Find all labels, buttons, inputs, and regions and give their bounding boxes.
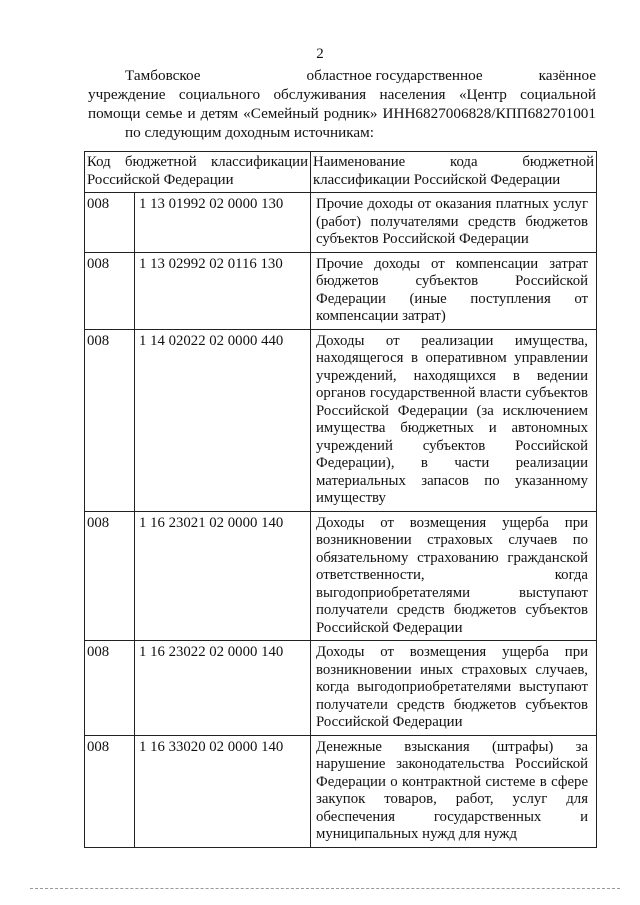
row-admin-code: 008 [85, 735, 135, 847]
row-name: Доходы от возмещения ущерба при возникновении страховых случаев по обязательному страхованию гражданской ответственности, когда выгодоприобретателями выступают получатели средств бюджетов субъектов Российской Федерации [311, 511, 597, 641]
row-admin-code: 008 [85, 252, 135, 329]
footer-scan-line [30, 888, 620, 891]
table-row [85, 641, 597, 736]
budget-classification-table [84, 151, 597, 848]
table-row [85, 329, 597, 511]
intro-word-regional-state: областное государственное [306, 67, 483, 84]
row-classification-code: 1 16 23022 02 0000 140 [135, 641, 311, 736]
row-admin-code: 008 [85, 193, 135, 253]
row-name: Доходы от реализации имущества, находящегося в оперативном управлении учреждений, находящихся в ведении органов государственной власти субъектов Российской Федерации (за исключением имущества бюджетных и автономных учреждений субъектов Российской Федерации), в части реализации материальных запасов по указанному имуществу [311, 329, 597, 511]
row-classification-code: 1 13 02992 02 0116 130 [135, 252, 311, 329]
row-admin-code: 008 [85, 511, 135, 641]
row-name: Денежные взыскания (штрафы) за нарушение законодательства Российской Федерации о контрактной системе в сфере закупок товаров, работ, услуг для обеспечения государственных и муниципальных нужд для нужд [311, 735, 597, 847]
table-row [85, 511, 597, 641]
intro-word-region: Тамбовское [125, 67, 201, 84]
header-name: Наименование кода бюджетной классификации Российской Федерации [311, 152, 597, 193]
intro-word-treasury: казённое [538, 67, 596, 84]
page-number: 2 [316, 46, 324, 62]
row-classification-code: 1 14 02022 02 0000 440 [135, 329, 311, 511]
header-code: Код бюджетной классификации Российской Федерации [85, 152, 311, 193]
row-classification-code: 1 13 01992 02 0000 130 [135, 193, 311, 253]
intro-line-3: помощи семье и детям «Семейный родник» ИНН6827006828/КПП682701001 [88, 105, 596, 122]
row-name: Прочие доходы от компенсации затрат бюджетов субъектов Российской Федерации (иные поступления от компенсации затрат) [311, 252, 597, 329]
row-classification-code: 1 16 33020 02 0000 140 [135, 735, 311, 847]
table-row [85, 735, 597, 847]
row-name: Доходы от возмещения ущерба при возникновении иных страховых случаев, когда выгодоприобретателями выступают получатели средств бюджетов субъектов Российской Федерации [311, 641, 597, 736]
row-classification-code: 1 16 23021 02 0000 140 [135, 511, 311, 641]
intro-line-1 [88, 66, 596, 85]
intro-line-2: учреждение социального обслуживания населения «Центр социальной [88, 86, 596, 103]
intro-line-4: по следующим доходным источникам: [125, 124, 374, 141]
row-admin-code: 008 [85, 329, 135, 511]
row-name: Прочие доходы от оказания платных услуг (работ) получателями средств бюджетов субъектов Российской Федерации [311, 193, 597, 253]
intro-paragraph [88, 66, 596, 142]
table-header-row [85, 152, 597, 193]
row-admin-code: 008 [85, 641, 135, 736]
table-row [85, 252, 597, 329]
table-row [85, 193, 597, 253]
